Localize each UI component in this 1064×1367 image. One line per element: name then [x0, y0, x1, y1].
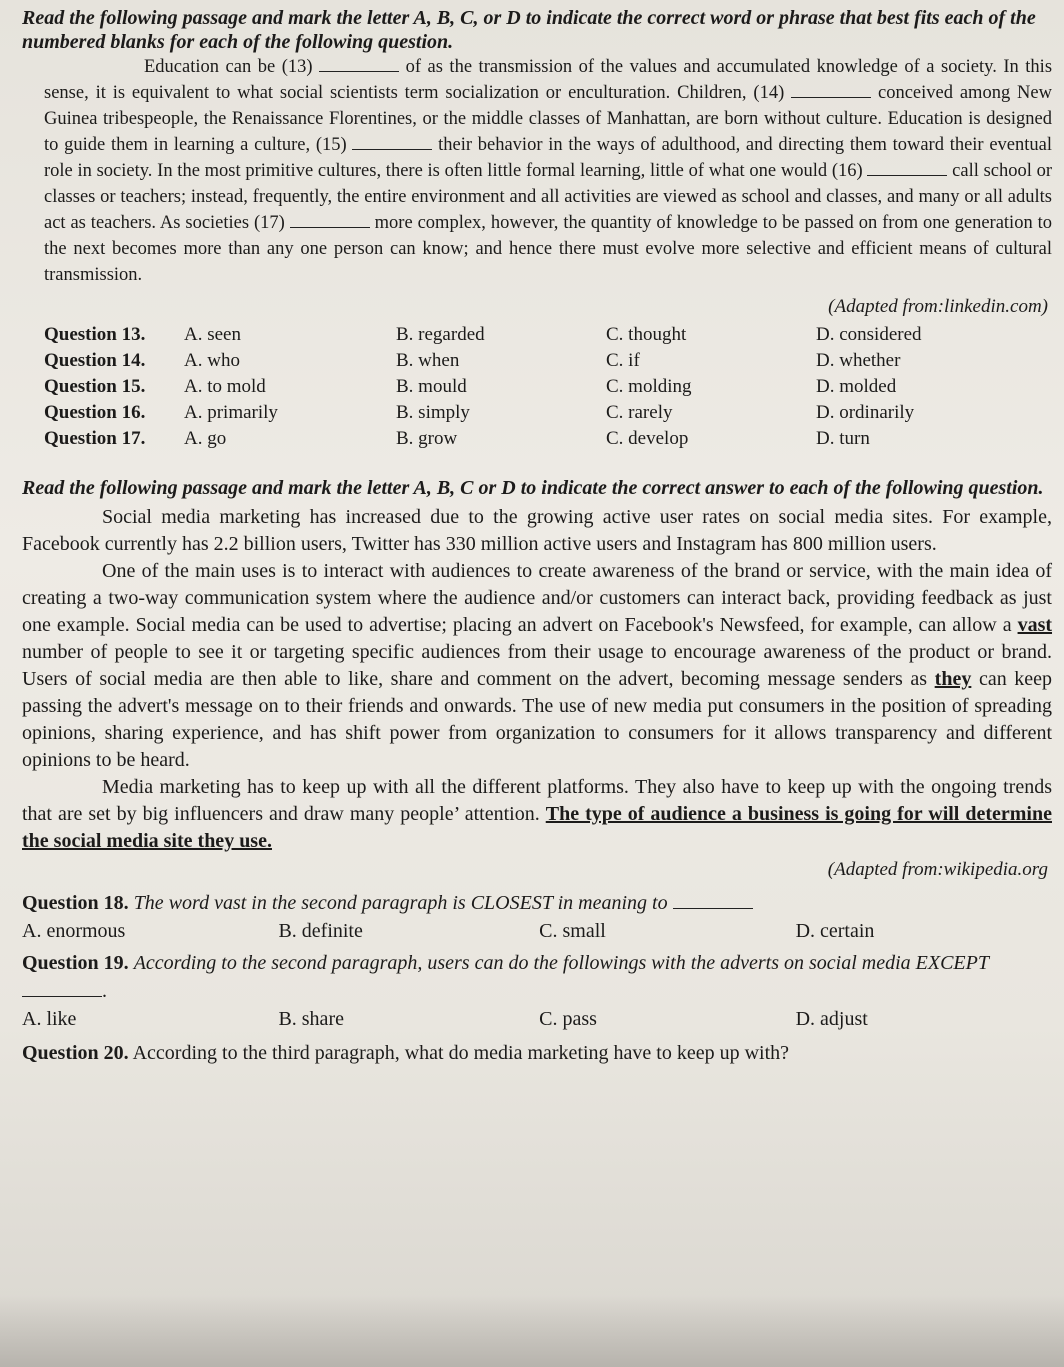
- option-b[interactable]: B. when: [396, 350, 460, 371]
- word-vast: vast: [1017, 614, 1053, 636]
- passage-part-1: Education can be (13): [144, 57, 313, 77]
- question-19-options: [22, 1005, 1052, 1033]
- question-row-13: [22, 322, 1052, 348]
- blank-13: [319, 57, 399, 72]
- page-shadow: [0, 1295, 1064, 1367]
- question-label: Question 15.: [44, 376, 146, 397]
- blank-18: [673, 894, 753, 909]
- reading-paragraph-2: [22, 558, 1052, 774]
- blank-19: [22, 982, 102, 997]
- paragraph-2-text-b: number of people to see it or targeting specific audiences from their usage to encourage awareness of the product or brand. Users of social media are then able to like, share and comment on the advert, becoming message senders as: [22, 641, 1052, 690]
- reading-paragraph-1: [22, 504, 1052, 558]
- option-a[interactable]: A. primarily: [184, 402, 278, 423]
- option-a[interactable]: A. like: [22, 1008, 77, 1030]
- worksheet-content: [22, 6, 1052, 1067]
- source-linkedin: (Adapted from:linkedin.com): [828, 296, 1048, 317]
- blank-17: [290, 213, 370, 228]
- option-d[interactable]: D. molded: [816, 376, 897, 397]
- option-d[interactable]: D. ordinarily: [816, 402, 915, 423]
- passage-part-4: their behavior in the ways of adulthood, and directing them toward their eventual role in society. In the most primitive cultures, there is often little formal learning, little of what one would (16): [44, 135, 1052, 181]
- question-18-options: [22, 917, 1052, 945]
- option-c[interactable]: C. molding: [606, 376, 692, 397]
- option-b[interactable]: B. grow: [396, 428, 458, 449]
- question-19-text: According to the second paragraph, users can do the followings with the adverts on social media EXCEPT: [133, 952, 989, 974]
- question-label: Question 14.: [44, 350, 146, 371]
- option-c[interactable]: C. thought: [606, 324, 687, 345]
- question-20-text: According to the third paragraph, what do media marketing have to keep up with?: [132, 1042, 790, 1064]
- option-d[interactable]: D. whether: [816, 350, 901, 371]
- question-label: Question 16.: [44, 402, 146, 423]
- blank-15: [352, 135, 432, 150]
- reading-paragraph-3: [22, 774, 1052, 855]
- option-a[interactable]: A. who: [184, 350, 240, 371]
- paragraph-3-text: Media marketing has to keep up with all the different platforms. They also have to keep up with the ongoing trends that are set by big influencers and draw many people’ attention.: [22, 776, 1052, 825]
- passage-part-5: call school or classes or teachers; instead, frequently, the entire environment and all activities are viewed as school and classes, and many or all adults act as teachers. As societies (17): [44, 161, 1053, 233]
- option-c[interactable]: C. pass: [539, 1008, 597, 1030]
- cloze-questions: [22, 322, 1052, 452]
- option-c[interactable]: C. develop: [606, 428, 689, 449]
- option-b[interactable]: B. mould: [396, 376, 467, 397]
- option-a[interactable]: A. go: [184, 428, 227, 449]
- question-label: Question 17.: [44, 428, 146, 449]
- passage-part-3: conceived among New Guinea tribespeople, the Renaissance Florentines, or the middle classes of Manhattan, are born without culture. Education is designed to guide them in learning a culture, (15): [44, 83, 1052, 155]
- cloze-passage: [22, 54, 1052, 288]
- word-they: they: [934, 668, 972, 690]
- option-b[interactable]: B. definite: [278, 920, 363, 942]
- option-c[interactable]: C. if: [606, 350, 640, 371]
- option-d[interactable]: D. certain: [795, 920, 875, 942]
- blank-16: [867, 161, 947, 176]
- question-20-number: Question 20.: [22, 1042, 129, 1064]
- option-c[interactable]: C. small: [539, 920, 606, 942]
- question-19: Question 19. According to the second paragraph, users can do the followings with the adverts on social media EXCEPT .: [22, 952, 989, 1002]
- paragraph-2-text-c: can keep passing the advert's message on to their friends and onwards. The use of new media put consumers in the position of spreading opinions, sharing experience, and has shift power from organization to consumers for it allows transparency and different opinions to be heard.: [22, 668, 1053, 771]
- source-wikipedia: (Adapted from:wikipedia.org: [827, 859, 1048, 880]
- question-20: [22, 1039, 1052, 1067]
- option-d[interactable]: D. adjust: [795, 1008, 868, 1030]
- option-c[interactable]: C. rarely: [606, 402, 673, 423]
- question-row-15: [22, 374, 1052, 400]
- option-d[interactable]: D. turn: [816, 428, 870, 449]
- question-row-14: [22, 348, 1052, 374]
- paragraph-2-text-a: One of the main uses is to interact with audiences to create awareness of the brand or service, with the main idea of creating a two-way communication system where the audience and/or customers can interact back, providing feedback as just one example. Social media can be used to advertise; placing an advert on Facebook's Newsfeed, for example, can allow a: [22, 560, 1052, 636]
- cloze-instruction: Read the following passage and mark the letter A, B, C, or D to indicate the correct word or phrase that best fits each of the numbered blanks for each of the following question.: [22, 7, 1036, 53]
- option-b[interactable]: B. regarded: [396, 324, 485, 345]
- question-19-number: Question 19.: [22, 952, 129, 974]
- question-18-number: Question 18.: [22, 892, 129, 914]
- question-row-17: [22, 426, 1052, 452]
- underlined-sentence: The type of audience a business is going for will determine the social media site they use.: [22, 803, 1052, 852]
- option-a[interactable]: A. enormous: [22, 920, 126, 942]
- option-a[interactable]: A. to mold: [184, 376, 266, 397]
- question-18-text: The word vast in the second paragraph is CLOSEST in meaning to: [133, 892, 668, 914]
- option-b[interactable]: B. simply: [396, 402, 470, 423]
- option-a[interactable]: A. seen: [184, 324, 241, 345]
- question-row-16: [22, 400, 1052, 426]
- question-18: [22, 889, 1052, 917]
- paragraph-1-text: Social media marketing has increased due to the growing active user rates on social media sites. For example, Facebook currently has 2.2 billion users, Twitter has 330 million active users and Instagram has 800 million users.: [22, 506, 1052, 555]
- reading-instruction: Read the following passage and mark the letter A, B, C or D to indicate the correct answer to each of the following question.: [22, 477, 1044, 499]
- question-label: Question 13.: [44, 324, 146, 345]
- passage-part-2: of as the transmission of the values and accumulated knowledge of a society. In this sense, it is equivalent to what social scientists term socialization or enculturation. Children, (14): [44, 57, 1053, 103]
- option-d[interactable]: D. considered: [816, 324, 922, 345]
- blank-14: [791, 83, 871, 98]
- option-b[interactable]: B. share: [278, 1008, 344, 1030]
- passage-part-6: more complex, however, the quantity of knowledge to be passed on from one generation to the next becomes more than any one person can know; and hence there must evolve more selective and efficient means of cultural transmission.: [44, 213, 1053, 285]
